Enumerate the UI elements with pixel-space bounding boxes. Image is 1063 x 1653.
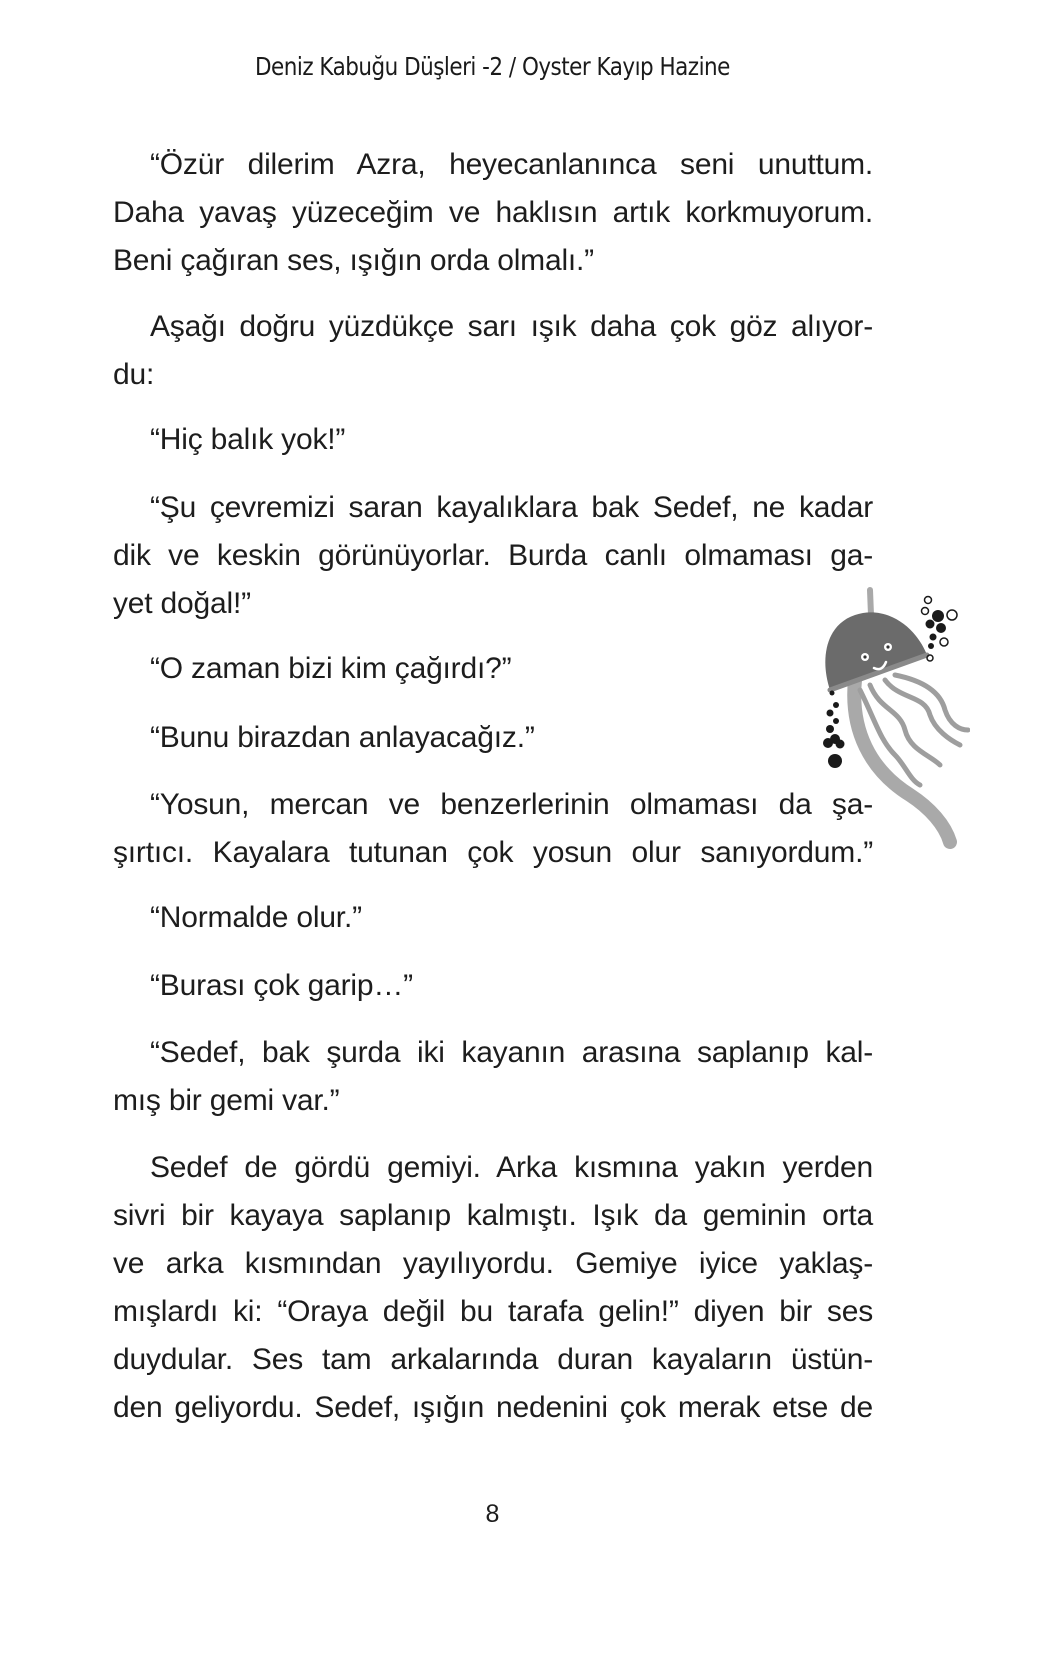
text-line: Sedef de gördü gemiyi. Arka kısmına yakın yerden (150, 1151, 873, 1184)
text-line: “Bunu birazdan anlayacağız.” (150, 721, 535, 754)
text-line: “Şu çevremizi saran kayalıklara bak Sedef, ne kadar (150, 491, 873, 524)
text-line: dik ve keskin görünüyorlar. Burda canlı olmaması ga- (113, 539, 873, 572)
text-line: ve arka kısmından yayılıyordu. Gemiye iyice yaklaş- (113, 1247, 873, 1280)
text-line: “Hiç balık yok!” (150, 423, 346, 456)
text-line: du: (113, 358, 155, 391)
text-line: Aşağı doğru yüzdükçe sarı ışık daha çok göz alıyor- (150, 310, 873, 343)
text-line: Beni çağıran ses, ışığın orda olmalı.” (113, 244, 594, 277)
text-line: şırtıcı. Kayalara tutunan çok yosun olur sanıyordum.” (113, 836, 873, 869)
text-line: mış bir gemi var.” (113, 1084, 340, 1117)
text-line: yet doğal!” (113, 587, 251, 620)
running-header: Deniz Kabuğu Düşleri -2 / Oyster Kayıp Hazine (255, 52, 730, 81)
text-line: duydular. Ses tam arkalarında duran kayaların üstün- (113, 1343, 873, 1376)
text-line: “Yosun, mercan ve benzerlerinin olmaması da şa- (150, 788, 873, 821)
text-line: “O zaman bizi kim çağırdı?” (150, 652, 512, 685)
text-line: “Normalde olur.” (150, 901, 362, 934)
text-line: “Özür dilerim Azra, heyecanlanınca seni unuttum. (150, 148, 873, 181)
page-number: 8 (485, 1500, 500, 1528)
text-line: “Burası çok garip…” (150, 969, 413, 1002)
jellyfish-icon (800, 580, 970, 850)
text-line: “Sedef, bak şurda iki kayanın arasına saplanıp kal- (150, 1036, 873, 1069)
text-line: Daha yavaş yüzeceğim ve haklısın artık korkmuyorum. (113, 196, 873, 229)
text-line: mışlardı ki: “Oraya değil bu tarafa gelin!” diyen bir ses (113, 1295, 873, 1328)
text-line: sivri bir kayaya saplanıp kalmıştı. Işık da geminin orta (113, 1199, 873, 1232)
text-line: den geliyordu. Sedef, ışığın nedenini çok merak etse de (113, 1391, 873, 1424)
